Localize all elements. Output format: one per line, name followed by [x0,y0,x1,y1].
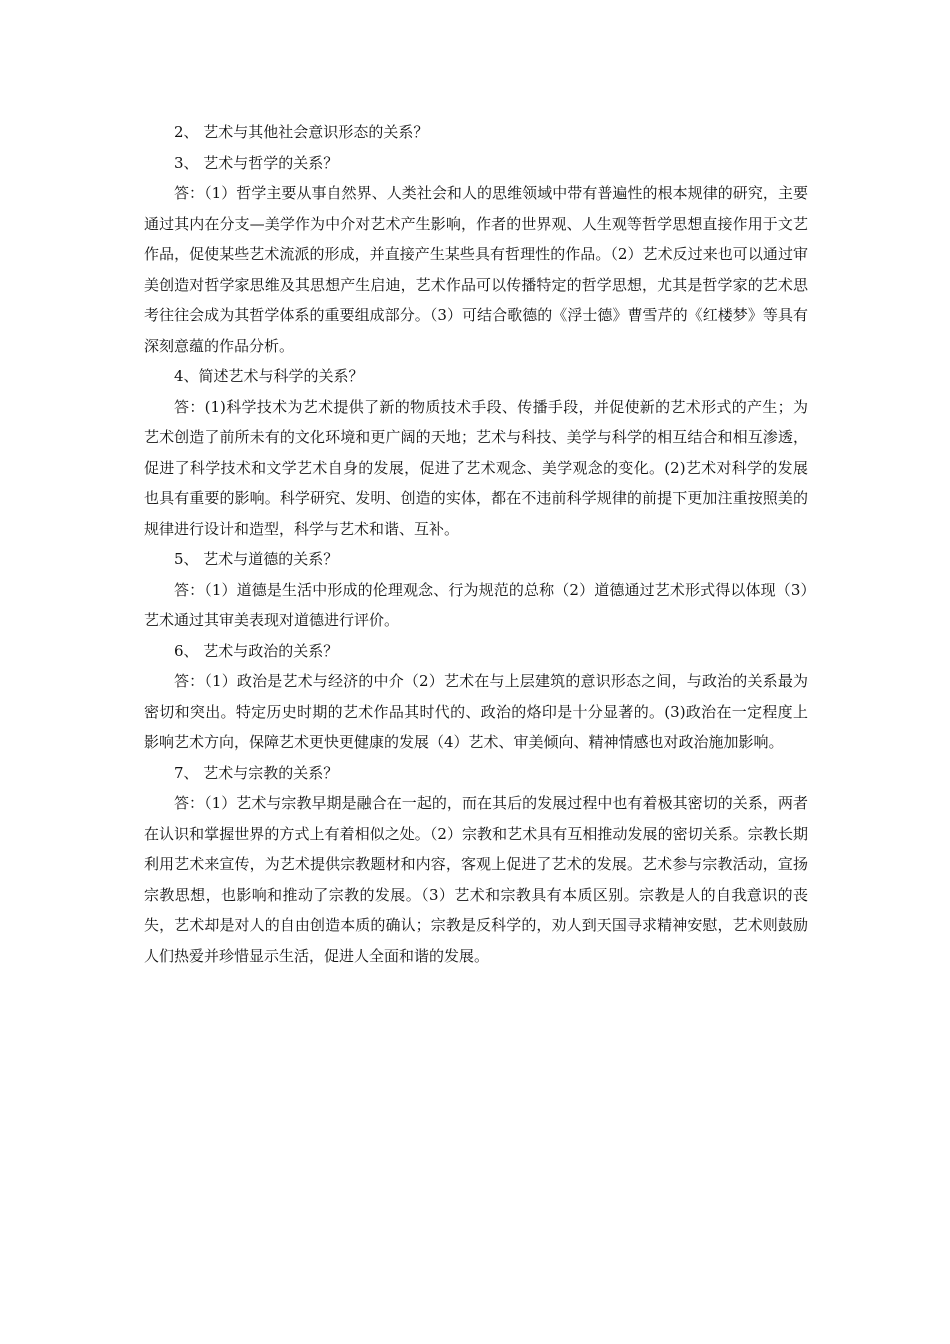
answer-paragraph: 答：（1）政治是艺术与经济的中介（2）艺术在与上层建筑的意识形态之间，与政治的关系最为密切和突出。特定历史时期的艺术作品其时代的、政治的烙印是十分显著的。(3)政治在一定程度上影响艺术方向，保障艺术更快更健康的发展（4）艺术、审美倾向、精神情感也对政治施加影响。 [144,672,808,751]
question-heading: 4、简述艺术与科学的关系？ [174,367,364,385]
answer-paragraph: 答：（1）艺术与宗教早期是融合在一起的，而在其后的发展过程中也有着极其密切的关系，两者在认识和掌握世界的方式上有着相似之处。（2）宗教和艺术具有互相推动发展的密切关系。宗教长期利用艺术来宣传，为艺术提供宗教题材和内容，客观上促进了艺术的发展。艺术参与宗教活动，宣扬宗教思想，也影响和推动了宗教的发展。（3）艺术和宗教具有本质区别。宗教是人的自我意识的丧失，艺术却是对人的自由创造本质的确认；宗教是反科学的，劝人到天国寻求精神安慰，艺术则鼓励人们热爱并珍惜显示生活，促进人全面和谐的发展。 [144,794,808,965]
question-heading: 6、 艺术与政治的关系？ [174,641,339,660]
document-body [144,117,808,971]
answer-paragraph: 答：（1）道德是生活中形成的伦理观念、行为规范的总称（2）道德通过艺术形式得以体现（3）艺术通过其审美表现对道德进行评价。 [144,580,808,629]
answer-paragraph: 答：(1)科学技术为艺术提供了新的物质技术手段、传播手段，并促使新的艺术形式的产生；为艺术创造了前所未有的文化环境和更广阔的天地；艺术与科技、美学与科学的相互结合和相互渗透，促进了科学技术和文学艺术自身的发展，促进了艺术观念、美学观念的变化。(2)艺术对科学的发展也具有重要的影响。科学研究、发明、创造的实体，都在不违前科学规律的前提下更加注重按照美的规律进行设计和造型，科学与艺术和谐、互补。 [144,397,808,538]
question-heading: 2、 艺术与其他社会意识形态的关系？ [174,123,429,141]
answer-paragraph: 答：（1）哲学主要从事自然界、人类社会和人的思维领域中带有普遍性的根本规律的研究，主要通过其内在分支—美学作为中介对艺术产生影响，作者的世界观、人生观等哲学思想直接作用于文艺作品，促使某些艺术流派的形成，并直接产生某些具有哲理性的作品。（2）艺术反过来也可以通过审美创造对哲学家思维及其思想产生启迪，艺术作品可以传播特定的哲学思想，尤其是哲学家的艺术思考往往会成为其哲学体系的重要组成部分。（3）可结合歌德的《浮士德》曹雪芹的《红楼梦》等具有深刻意蕴的作品分析。 [144,184,808,355]
question-heading: 7、 艺术与宗教的关系？ [174,763,339,782]
question-heading: 5、 艺术与道德的关系？ [174,550,339,568]
question-heading: 3、 艺术与哲学的关系？ [174,153,339,172]
